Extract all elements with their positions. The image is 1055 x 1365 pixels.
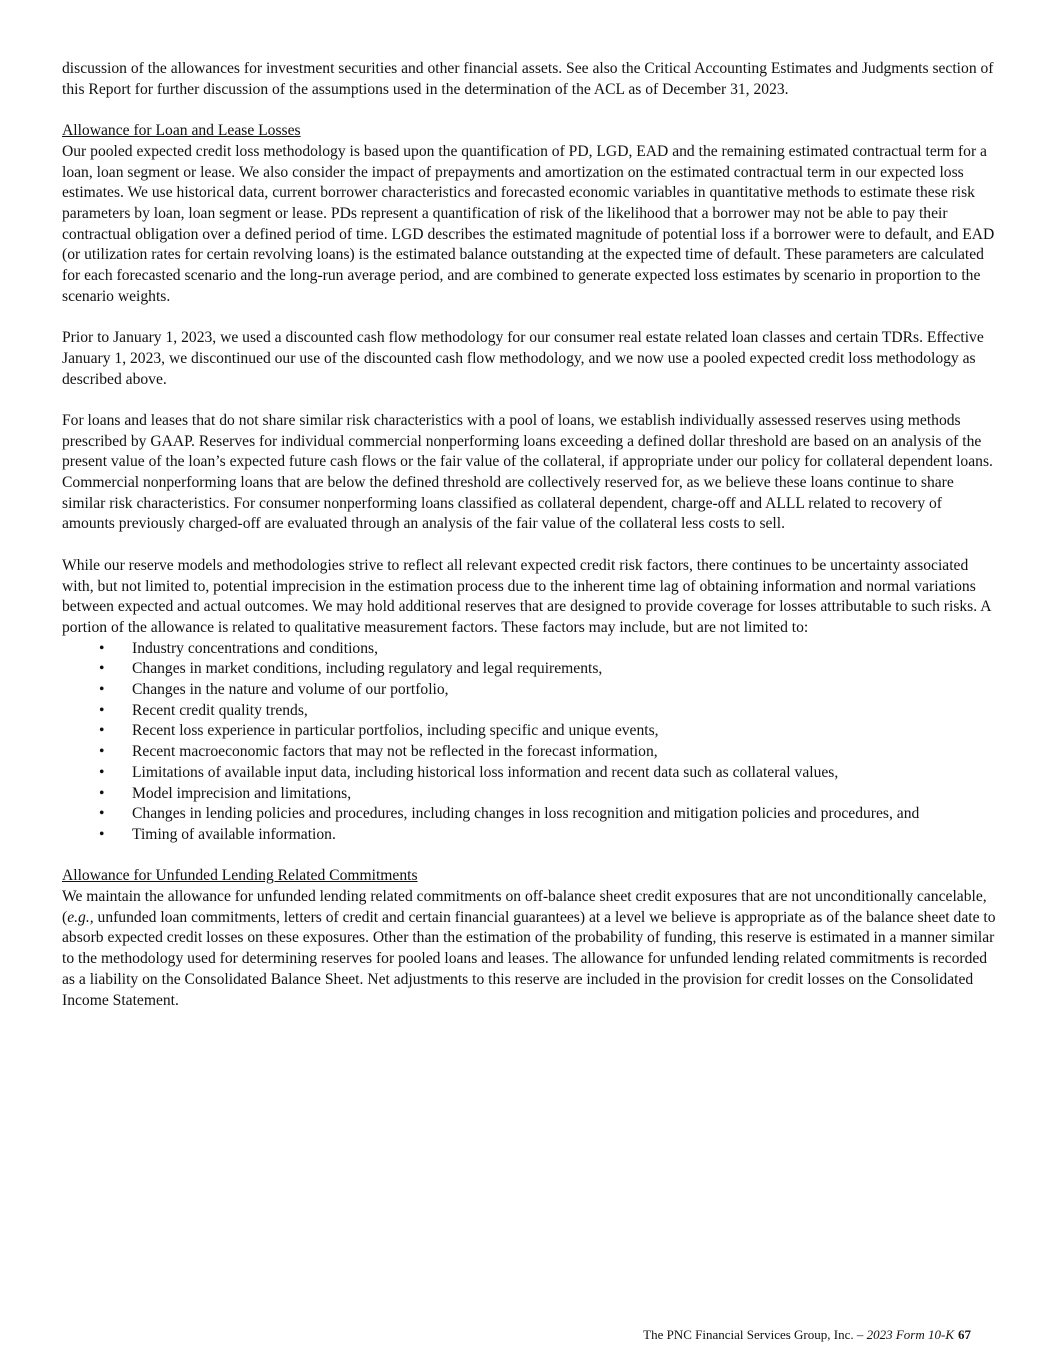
list-item-text: Model imprecision and limitations, xyxy=(132,784,352,802)
bullet-icon: • xyxy=(99,763,105,781)
intro-continuation-paragraph: discussion of the allowances for investment securities and other financial assets. See also the Critical Accounting Estimates and Judgments section of this Report for further discussion of the assumptions used in the determination of the ACL as of December 31, 2023. xyxy=(62,60,994,98)
list-item-text: Limitations of available input data, including historical loss information and recent data such as collateral values, xyxy=(132,763,839,781)
alll-paragraph-discounted-cash-flow: Prior to January 1, 2023, we used a discounted cash flow methodology for our consumer real estate related loan classes and certain TDRs. Effective January 1, 2023, we discontinued our use of the discounted cash flow methodology, and we now use a pooled expected credit loss methodology as described above. xyxy=(62,329,984,388)
list-item xyxy=(62,784,997,805)
list-item-text: Timing of available information. xyxy=(132,825,336,843)
list-item xyxy=(62,659,997,680)
unfunded-text-before: We maintain the allowance for unfunded lending related commitments on off-balance sheet credit exposures that are not unconditionally cancelable, ( xyxy=(62,888,987,926)
bullet-icon: • xyxy=(99,805,105,823)
bullet-icon: • xyxy=(99,784,105,802)
unfunded-text-italic: e.g., xyxy=(67,908,94,926)
unfunded-text-after: unfunded loan commitments, letters of credit and certain financial guarantees) at a level we believe is appropriate as of the balance sheet date to absorb expected credit losses on these exposures. Other than the estimation of the probability of funding, this reserve is estimated in a manner similar to the methodology used for determining reserves for pooled loans and leases. The allowance for unfunded lending related commitments is recorded as a liability on the Consolidated Balance Sheet. Net adjustments to this reserve are included in the provision for credit losses on the Consolidated Income Statement. xyxy=(62,908,996,1009)
alll-paragraph-individually-assessed: For loans and leases that do not share similar risk characteristics with a pool of loans, we establish individually assessed reserves using methods prescribed by GAAP. Reserves for individual commercial nonperforming loans exceeding a defined dollar threshold are based on an analysis of the present value of the loan’s expected future cash flows or the fair value of the collateral, if appropriate under our policy for collateral dependent loans. Commercial nonperforming loans that are below the defined threshold are collectively reserved for, as we believe these loans continue to share similar risk characteristics. For consumer nonperforming loans classified as collateral dependent, charge-off and ALLL related to recovery of amounts previously charged-off are evaluated through an analysis of the fair value of the collateral less costs to sell. xyxy=(62,411,993,533)
qualitative-factors-list xyxy=(62,639,997,846)
alll-paragraph-qualitative-factors: While our reserve models and methodologies strive to reflect all relevant expected credit risk factors, there continues to be uncertainty associated with, but not limited to, potential imprecision in the estimation process due to the inherent time lag of obtaining information and normal variations between expected and actual outcomes. We may hold additional reserves that are designed to provide coverage for losses attributable to such risks. A portion of the allowance is related to qualitative measurement factors. These factors may include, but are not limited to: xyxy=(62,556,991,636)
bullet-icon: • xyxy=(99,701,105,719)
bullet-icon: • xyxy=(99,660,105,678)
unfunded-paragraph xyxy=(62,887,997,1011)
list-item-text: Industry concentrations and conditions, xyxy=(132,639,378,657)
bullet-icon: • xyxy=(99,743,105,761)
list-item-text: Recent credit quality trends, xyxy=(132,701,308,719)
list-item-text: Changes in market conditions, including regulatory and legal requirements, xyxy=(132,660,603,678)
alll-paragraph-methodology: Our pooled expected credit loss methodology is based upon the quantification of PD, LGD, EAD and the remaining estimated contractual term for a loan, loan segment or lease. We also consider the impact of prepayments and amortization on the estimated contractual term in our expected loss estimates. We use historical data, current borrower characteristics and forecasted economic variables in quantitative methods to estimate these risk parameters by loan, loan segment or lease. PDs represent a quantification of risk of the likelihood that a borrower may not be able to pay their contractual obligation over a defined period of time. LGD describes the estimated magnitude of potential loss if a borrower were to default, and EAD (or utilization rates for certain revolving loans) is the estimated balance outstanding at the expected time of default. These parameters are calculated for each forecasted scenario and the long-run average period, and are combined to generate expected loss estimates by scenario in proportion to the scenario weights. xyxy=(62,142,995,305)
page-footer xyxy=(643,1327,971,1343)
footer-form: 2023 Form 10-K xyxy=(866,1327,954,1342)
list-item xyxy=(62,701,997,722)
list-item xyxy=(62,639,997,660)
list-item-text: Changes in lending policies and procedures, including changes in loss recognition and mitigation policies and procedures, and xyxy=(132,805,920,823)
footer-company: The PNC Financial Services Group, Inc. – xyxy=(643,1327,867,1342)
page-number: 67 xyxy=(958,1327,971,1342)
list-item xyxy=(62,742,997,763)
alll-section-heading: Allowance for Loan and Lease Losses xyxy=(62,122,301,140)
list-item xyxy=(62,721,997,742)
list-item-text: Recent loss experience in particular portfolios, including specific and unique events, xyxy=(132,722,659,740)
list-item xyxy=(62,825,997,846)
unfunded-section-heading: Allowance for Unfunded Lending Related Commitments xyxy=(62,867,418,885)
list-item-text: Recent macroeconomic factors that may not be reflected in the forecast information, xyxy=(132,743,658,761)
list-item xyxy=(62,680,997,701)
bullet-icon: • xyxy=(99,825,105,843)
bullet-icon: • xyxy=(99,639,105,657)
list-item xyxy=(62,763,997,784)
list-item xyxy=(62,804,997,825)
bullet-icon: • xyxy=(99,681,105,699)
document-page xyxy=(62,59,997,1011)
bullet-icon: • xyxy=(99,722,105,740)
list-item-text: Changes in the nature and volume of our portfolio, xyxy=(132,681,449,699)
